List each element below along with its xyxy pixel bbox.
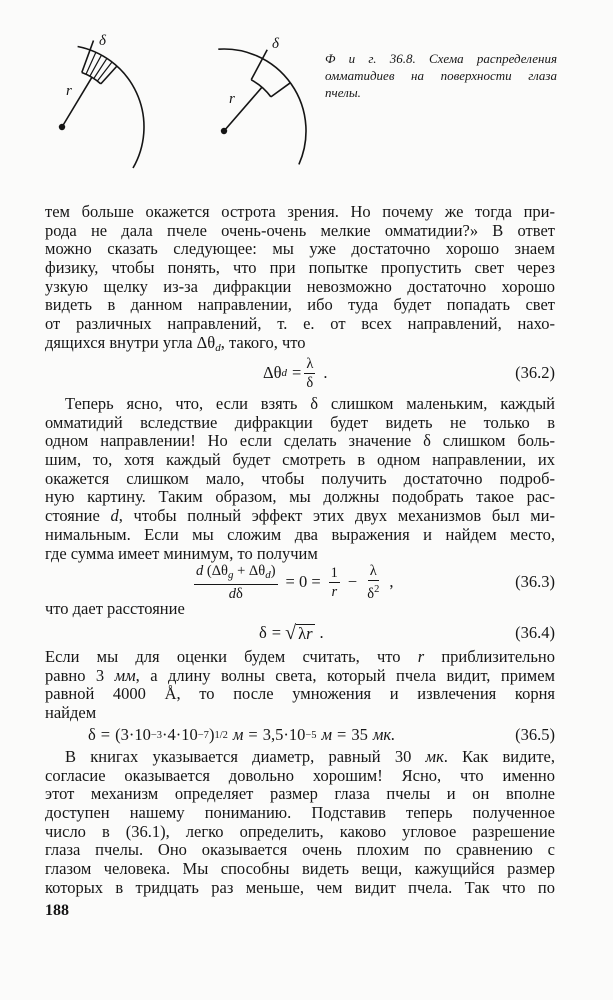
equation-36-3 [45,564,555,600]
text-line [45,470,555,489]
paragraph-4 [45,648,555,723]
eq-symbol: δ [259,623,267,642]
eq-unit: м [321,725,333,744]
fraction-numerator [194,563,278,585]
eq-punctuation: . [319,623,324,642]
text-line [45,451,555,470]
text-line [45,841,555,860]
line-text: , чтобы полный эффект этих двух механизмов был ми- [118,507,555,526]
eq-symbol: Δθ [263,363,282,382]
radius-label: r [66,83,72,99]
eq-subscript: d [281,367,288,379]
text-line [45,667,555,686]
equation-number: (36.2) [515,363,555,382]
line-text: число в (36.1), легко определить, каково угловое разрешение [45,822,555,841]
eq-fraction [304,356,315,391]
figure-caption [325,50,557,101]
ommatidium-cell [251,50,290,97]
line-text: равно 3 [45,666,115,685]
eq-fraction [194,563,278,602]
fraction-denominator [227,585,245,602]
text-line [45,222,555,241]
eq-superscript: 1/2 [214,729,228,741]
paragraph-5 [45,748,555,898]
caption-line [325,84,557,101]
italic-unit: мк [425,748,444,766]
line-text: стояние [45,507,111,526]
equation-number: (36.4) [515,623,555,642]
fraction-numerator: λ [306,355,314,372]
equation-body [191,564,393,600]
text-line [45,804,555,823]
line-text: доступен нашему пониманию. Подставив теперь полученное [45,804,555,823]
cell-edge-line [82,41,94,73]
italic-unit: мм [114,666,136,685]
fraction-numerator: λ [369,562,377,579]
eq-equals: = [248,725,258,744]
eq-equals: = [100,725,111,744]
eq-symbol: δ [88,725,96,744]
equation-body [259,619,324,647]
eq-punctuation: , [389,572,394,591]
eq-symbol: 35 [351,725,368,744]
line-text: дящихся внутри угла Δθ [45,333,216,352]
eq-symbol: ·4·10 [162,725,198,744]
equation-body [88,723,395,747]
line-text: глаза пчелы. Оно оказывается очень плохим по сравнению с [45,841,555,860]
eq-equals: = [271,623,282,642]
eq-fraction [329,565,340,600]
line-text: Если мы для оценки будем считать, что [45,648,418,666]
line-text: рода не дала пчеле очень-очень мелкие омматидии?» В ответ [45,221,555,240]
line-text: приблизительно [424,648,555,666]
eq-symbol: δ [367,585,375,602]
text-line [45,545,555,564]
eq-superscript: 2 [374,583,380,595]
line-text: тем больше окажется острота зрения. Но почему же тогда при- [45,203,555,221]
paragraph-3 [45,600,555,619]
italic-symbol: d [110,507,119,526]
eq-equals: = 0 = [285,572,321,591]
figure-label: Ф и г. 36.8. [325,51,416,66]
eq-symbol: + Δθ [233,562,266,579]
text-line [45,600,555,619]
line-text: этот механизм определяет размер глаза пчелы и он вполне [45,785,555,804]
text-line [45,704,555,723]
line-text: которых в тридцать раз меньше, чем видит пчела. Так что по [45,878,555,897]
text-line [45,526,555,545]
equation-number: (36.5) [515,725,555,744]
eq-symbol: r [306,623,313,643]
eq-unit: мк. [372,725,396,744]
eq-symbol: δ [235,585,243,602]
caption-text: пчелы. [325,85,361,100]
eq-minus: − [347,572,358,591]
text-line [45,860,555,879]
diagram-left [59,41,144,169]
eq-symbol: d [196,562,204,579]
eq-unit: м [232,725,244,744]
text-line [45,296,555,315]
text-line [45,785,555,804]
text-line [45,507,555,526]
eq-symbol: 3,5·10 [262,725,306,744]
line-text: . Как видите, [443,748,555,766]
eq-symbol: ) [270,562,276,579]
text-line [45,748,555,767]
caption-text: Схема распределения [428,51,557,66]
square-root-sign: √ [285,622,297,644]
eq-superscript: −7 [197,729,209,741]
line-text: равной 4000 Å, то после умножения и извлечения корня [45,685,555,704]
cell-divider-line [97,62,112,81]
equation-body [263,352,327,394]
eq-symbol: (3·10 [115,725,151,744]
line-text: омматидий вследствие дифракции будет видеть не только в [45,413,555,432]
paragraph-1 [45,203,555,353]
text-line [45,685,555,704]
text-line [45,315,555,334]
italic-symbol: d [215,341,221,353]
paragraph-2 [45,395,555,563]
caption-text: омматидиев на поверхности глаза [325,68,557,83]
line-text: физику, чтобы понять, что при попытке пропустить свет через [45,259,555,278]
figure-36-8 [0,0,320,190]
line-text: найдем [45,704,97,723]
line-text: Теперь ясно, что, если взять δ слишком маленьким, каждый [65,395,555,413]
eq-superscript: −5 [305,729,317,741]
eq-subscript: g [227,568,234,581]
line-text: от различных направлений, т. е. от всех направлений, нахо- [45,315,555,334]
center-point [221,128,227,134]
italic-symbol: r [417,648,425,666]
radius-label: r [229,91,235,107]
line-text: ную картину. Таким образом, мы должны подобрать такое рас- [45,488,555,507]
text-line [45,240,555,259]
eq-superscript: −3 [150,729,163,741]
caption-line [325,50,557,67]
line-text: , такого, что [220,333,306,352]
cell-divider-line [90,55,102,76]
text-line [45,432,555,451]
text-line [45,334,555,353]
text-line [45,879,555,898]
line-text: где сумма имеет минимум, то получим [45,544,318,563]
line-text: глазом человека. Мы способны видеть вещи, кажущийся размер [45,860,555,879]
eq-punctuation: . [323,363,328,382]
line-text: согласие оказывается довольно хорошим! Ясно, что именно [45,766,555,785]
line-text: узкую щелку из-за дифракции невозможно достаточно хорошо [45,277,555,296]
text-line [45,648,555,667]
equation-36-5 [45,723,555,747]
eq-subscript: d [265,568,271,581]
equation-number: (36.3) [515,572,555,591]
line-text: одном направлении! Но если сделать значение δ слишком боль- [45,432,555,451]
cell-edge-line [101,66,117,84]
caption-line [325,67,557,84]
eq-symbol: λ [298,623,307,643]
fraction-denominator [365,581,381,602]
text-line [45,278,555,297]
eye-surface-arc [78,47,144,169]
cell-edge-line [271,83,290,97]
eq-symbol: (Δθ [203,562,228,579]
line-text: окажется слишком мало, чтобы получить достаточно подроб- [45,469,555,488]
text-line [45,488,555,507]
line-text: нимальным. Если мы сложим два выражения и найдем место, [45,525,555,544]
page-number: 188 [45,902,69,919]
text-line [45,259,555,278]
line-text: В книгах указывается диаметр, равный 30 [65,748,426,766]
center-point [59,124,65,130]
eq-symbol: ) [208,725,215,744]
fraction-numerator: 1 [330,564,338,581]
eq-symbol: d [228,585,236,602]
text-line [45,767,555,786]
equation-36-2 [45,352,555,394]
equation-36-4 [45,619,555,647]
line-text: , а длину волны света, который пчела видит, примем [135,666,555,685]
text-line [45,414,555,433]
eq-equals: = [292,363,302,382]
text-line [45,203,555,222]
line-text: можно сказать следующее: мы уже достаточно хорошо знаем [45,240,555,259]
fraction-denominator: δ [306,374,314,391]
ommatidium-size-label: δ [272,36,279,52]
line-text: видеть в данном направлении, ибо туда будет попадать свет [45,296,555,315]
line-text: шим, то, хотя каждый будет смотреть в одном направлении, их [45,451,555,470]
line-text: что дает расстояние [45,600,185,618]
radicand [296,624,314,643]
cell-divider-line [94,58,107,78]
ommatidium-size-label: δ [99,33,106,49]
eq-equals: = [337,725,347,744]
eq-fraction [365,563,381,602]
fraction-denominator: r [331,583,338,600]
text-line [45,823,555,842]
text-line [45,395,555,414]
